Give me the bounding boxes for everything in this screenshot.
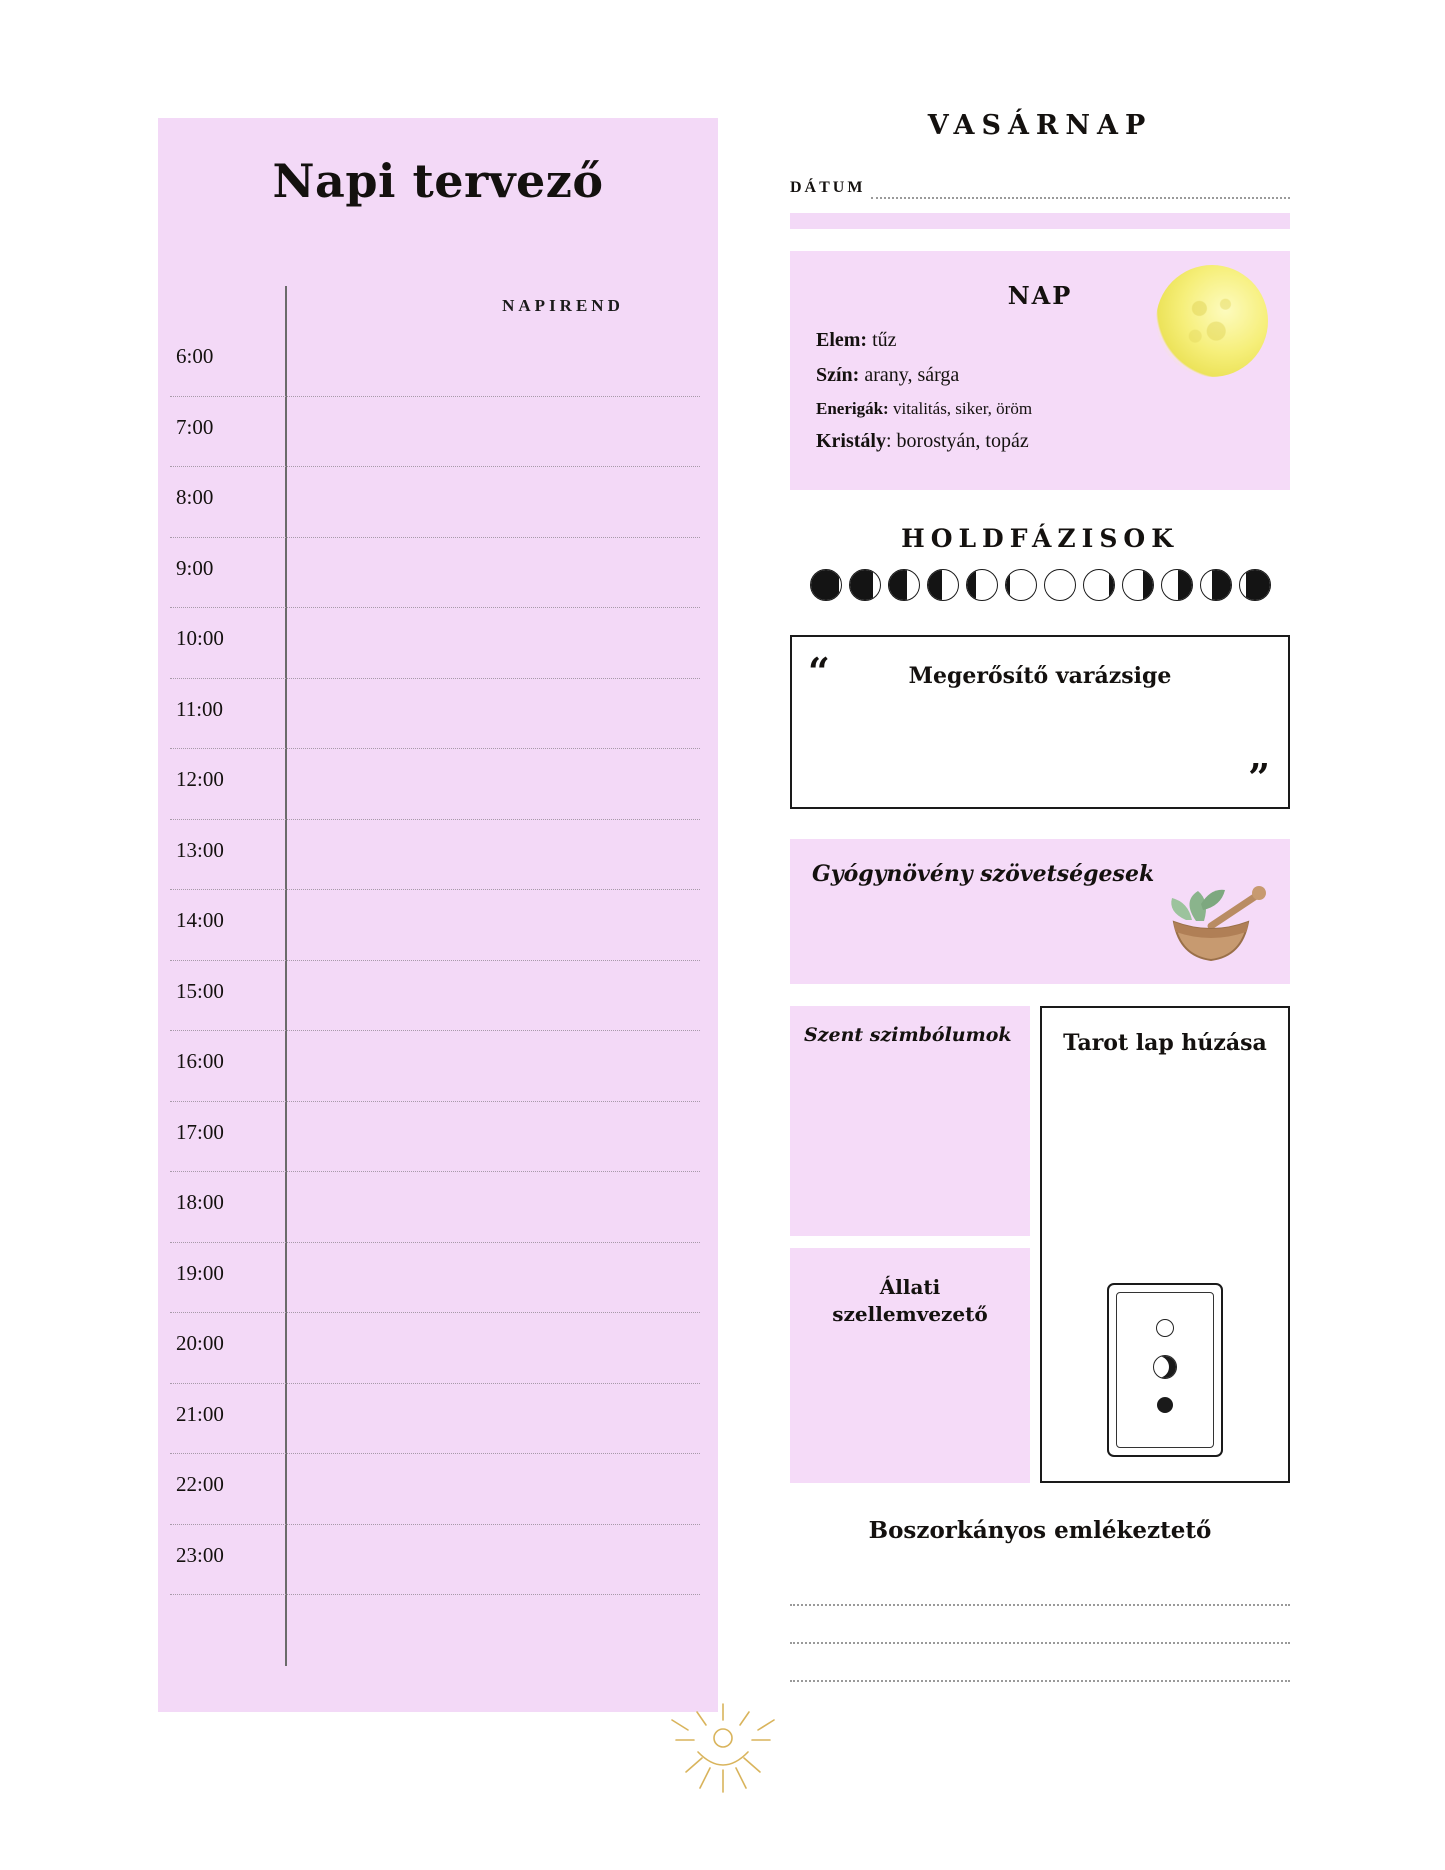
hour-entry-line[interactable] (170, 960, 700, 961)
tarot-card-icon (1107, 1283, 1223, 1457)
hour-row[interactable] (158, 548, 718, 619)
sun-crystal-label: Kristály (816, 430, 886, 453)
moon-phase-icon (1239, 569, 1271, 601)
hour-label: 13:00 (176, 837, 224, 862)
hour-row[interactable] (158, 1394, 718, 1465)
moon-phase-icon (810, 569, 842, 601)
reminder-line[interactable] (790, 1606, 1290, 1644)
moon-phase-icon (927, 569, 959, 601)
hour-entry-line[interactable] (170, 466, 700, 467)
moon-phase-icon (1083, 569, 1115, 601)
mortar-and-pestle-icon (1156, 874, 1266, 974)
hour-label: 19:00 (176, 1260, 224, 1285)
hour-row[interactable] (158, 1112, 718, 1183)
hour-entry-line[interactable] (170, 678, 700, 679)
moon-phase-icon (966, 569, 998, 601)
hour-entry-line[interactable] (170, 607, 700, 608)
quote-close-icon: ” (1248, 755, 1270, 801)
sun-energy-row (816, 398, 1264, 419)
hour-label: 7:00 (176, 414, 214, 439)
moon-phase-icon (1044, 569, 1076, 601)
tarot-draw-title: Tarot lap húzása (1063, 1030, 1267, 1057)
hour-label: 6:00 (176, 344, 214, 368)
decorative-bar (790, 213, 1290, 229)
hour-row[interactable] (158, 1323, 718, 1394)
hour-label: 18:00 (176, 1190, 224, 1214)
hour-entry-line[interactable] (170, 396, 700, 397)
moon-phases-heading: HOLDFÁZISOK (901, 524, 1179, 554)
date-label: DÁTUM (790, 179, 866, 196)
sun-ornament (0, 1700, 1445, 1830)
hour-entry-line[interactable] (170, 1312, 700, 1313)
hour-entry-line[interactable] (170, 1242, 700, 1243)
hour-entry-line[interactable] (170, 1383, 700, 1384)
moon-phase-row (790, 569, 1290, 601)
sun-icon (1156, 265, 1268, 377)
hour-row[interactable] (158, 1182, 718, 1253)
reminder-line[interactable] (790, 1644, 1290, 1682)
hour-row[interactable] (158, 618, 718, 689)
moon-phase-icon (849, 569, 881, 601)
sacred-symbols-box[interactable] (790, 1006, 1030, 1236)
spirit-animal-title: Állati szellemvezető (832, 1275, 988, 1327)
moon-phase-icon (1161, 569, 1193, 601)
hour-row[interactable] (158, 477, 718, 548)
hour-entry-line[interactable] (170, 1453, 700, 1454)
hour-entry-line[interactable] (170, 1171, 700, 1172)
affirmation-title: Megerősítő varázsige (908, 663, 1172, 690)
quote-open-icon: “ (808, 649, 830, 695)
hour-label: 9:00 (176, 555, 214, 580)
hour-entry-line[interactable] (170, 748, 700, 749)
hour-label: 16:00 (176, 1049, 224, 1073)
hour-label: 15:00 (176, 978, 224, 1003)
affirmation-box[interactable] (790, 635, 1290, 809)
daily-planner-panel (158, 118, 718, 1712)
witchy-reminder-lines (790, 1568, 1290, 1682)
hour-entry-line[interactable] (170, 889, 700, 890)
moon-phase-icon (1005, 569, 1037, 601)
hour-entry-line[interactable] (170, 819, 700, 820)
date-row (790, 179, 1290, 199)
moon-phase-icon (1200, 569, 1232, 601)
witchy-reminder-title: Boszorkányos emlékeztető (868, 1517, 1212, 1545)
moon-phase-icon (1122, 569, 1154, 601)
hour-label: 21:00 (176, 1401, 224, 1426)
hour-list (158, 336, 718, 1605)
hour-entry-line[interactable] (170, 1101, 700, 1102)
sun-color-label: Szín: (816, 364, 860, 386)
hour-row[interactable] (158, 336, 718, 407)
hour-label: 23:00 (176, 1542, 224, 1567)
hour-label: 12:00 (176, 767, 224, 791)
sun-crystal-row (816, 429, 1264, 454)
hour-entry-line[interactable] (170, 1524, 700, 1525)
sun-element-value: tűz (872, 329, 897, 351)
page-title: Napi tervező (272, 154, 604, 208)
hour-label: 8:00 (176, 485, 214, 509)
hour-label: 14:00 (176, 908, 224, 932)
hour-row[interactable] (158, 759, 718, 830)
hour-label: 22:00 (176, 1472, 224, 1496)
schedule-heading: NAPIREND (502, 296, 624, 315)
hour-row[interactable] (158, 1253, 718, 1324)
sun-color-value: arany, sárga (864, 364, 960, 386)
hour-entry-line[interactable] (170, 1594, 700, 1595)
hour-row[interactable] (158, 1041, 718, 1112)
hour-row[interactable] (158, 1535, 718, 1606)
hour-row[interactable] (158, 900, 718, 971)
hour-row[interactable] (158, 971, 718, 1042)
sun-card (790, 251, 1290, 490)
sacred-symbols-title: Szent szimbólumok (804, 1024, 1012, 1047)
hour-row[interactable] (158, 689, 718, 760)
hour-entry-line[interactable] (170, 537, 700, 538)
right-column (790, 110, 1290, 1682)
reminder-line[interactable] (790, 1568, 1290, 1606)
hour-label: 11:00 (176, 696, 224, 721)
middle-left-column (790, 1006, 1030, 1483)
hour-row[interactable] (158, 407, 718, 478)
hour-label: 10:00 (176, 626, 224, 650)
sun-crystal-value: : borostyán, topáz (886, 430, 1029, 453)
sun-element-label: Elem: (816, 329, 868, 351)
hour-label: 20:00 (176, 1331, 224, 1355)
hour-row[interactable] (158, 830, 718, 901)
middle-grid (790, 1006, 1290, 1483)
date-input-line[interactable] (871, 183, 1290, 199)
hour-label: 17:00 (176, 1119, 224, 1144)
hour-row[interactable] (158, 1464, 718, 1535)
hour-entry-line[interactable] (170, 1030, 700, 1031)
herbal-allies-title: Gyógynövény szövetségesek (812, 861, 1155, 888)
sun-energy-label: Enerigák: (816, 399, 889, 418)
spirit-animal-box[interactable] (790, 1248, 1030, 1483)
tarot-draw-box[interactable] (1040, 1006, 1290, 1483)
sun-card-title: NAP (1007, 281, 1073, 310)
moon-phase-icon (888, 569, 920, 601)
weekday-heading: VASÁRNAP (927, 110, 1153, 141)
herbal-allies-box[interactable] (790, 839, 1290, 984)
sun-energy-value: vitalitás, siker, öröm (892, 399, 1033, 418)
